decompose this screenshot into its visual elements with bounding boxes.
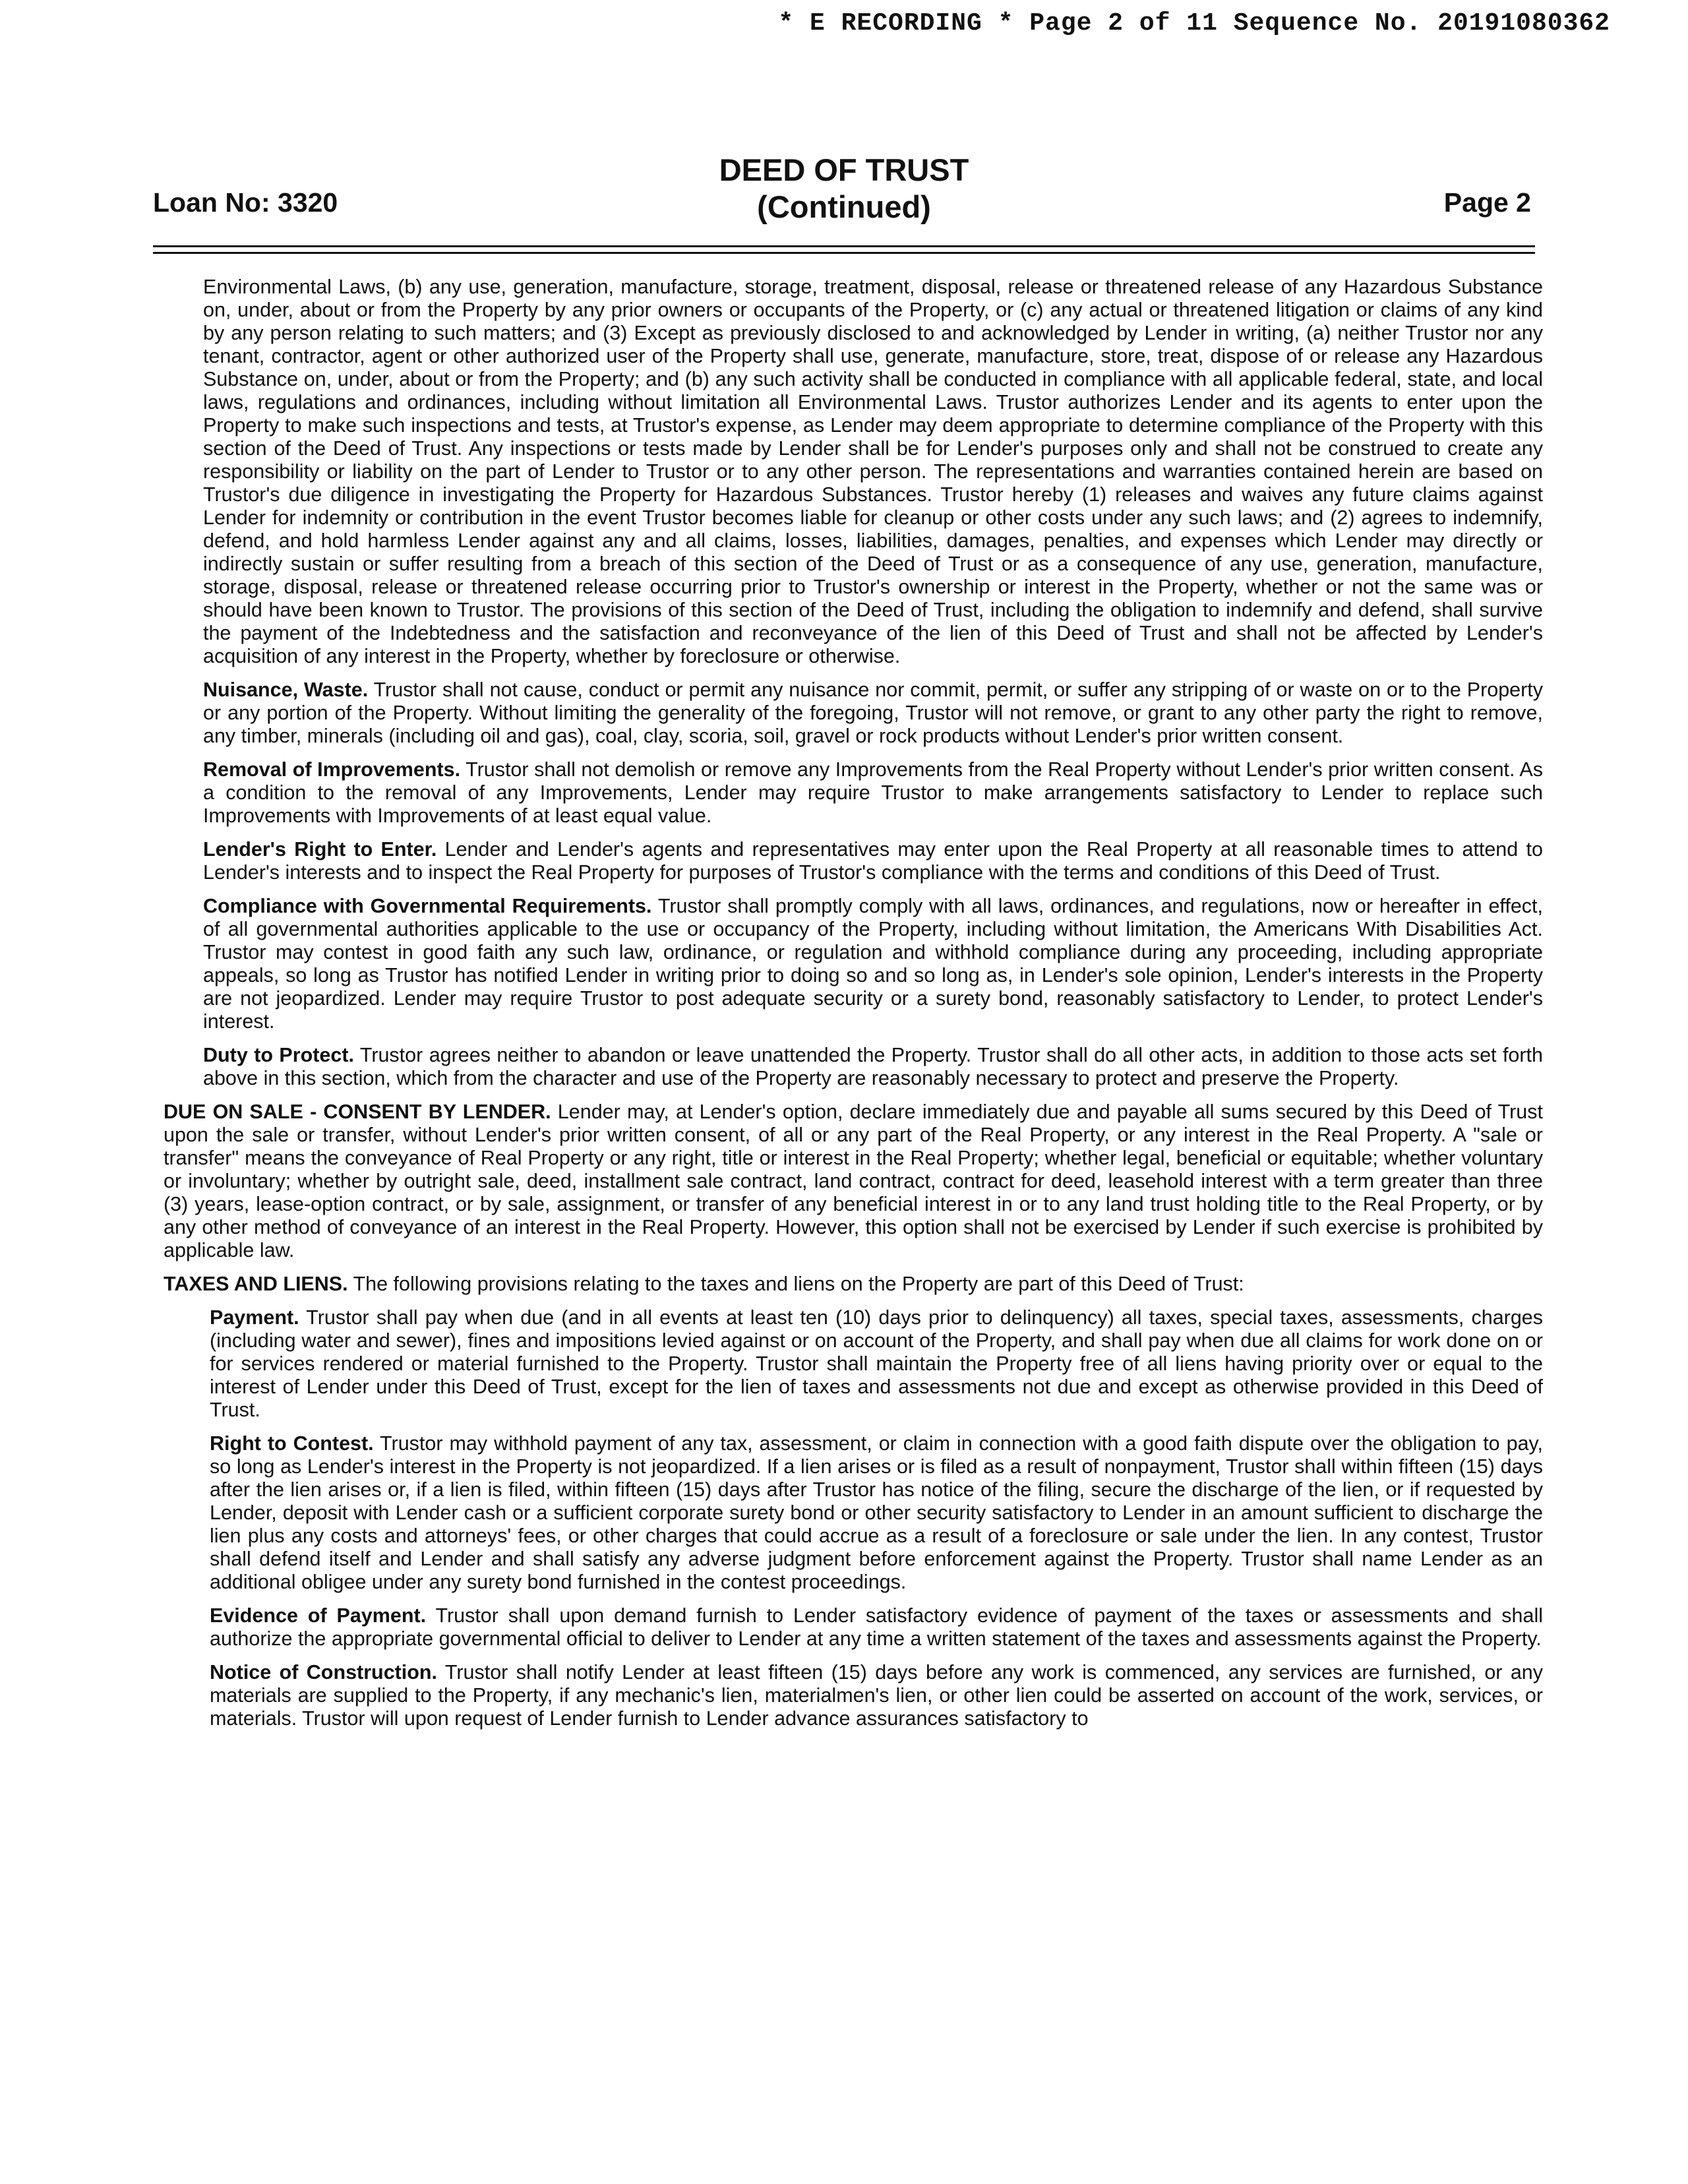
title-continued: (Continued) bbox=[757, 189, 931, 224]
section-text: The following provisions relating to the taxes and liens on the Property are part of this Deed of Trust: bbox=[347, 1273, 1244, 1295]
paragraph-notice-of-construction bbox=[164, 1661, 1543, 1730]
document-body bbox=[164, 276, 1543, 1741]
paragraph-taxes-and-liens bbox=[164, 1273, 1543, 1296]
loan-number: Loan No: 3320 bbox=[153, 187, 338, 218]
section-caption: Lender's Right to Enter. bbox=[203, 838, 437, 861]
header-divider bbox=[153, 245, 1535, 247]
section-caption: Right to Contest. bbox=[210, 1432, 374, 1455]
paragraph-removal-of-improvements bbox=[164, 758, 1543, 828]
recording-header: * E RECORDING * Page 2 of 11 Sequence No. 20191080362 bbox=[778, 9, 1610, 38]
section-text: Trustor agrees neither to abandon or leave unattended the Property. Trustor shall do all other acts, in addition to those acts set forth above in this section, which from the character and use of the Property are reasonably necessary to protect and preserve the Property. bbox=[203, 1044, 1543, 1089]
section-caption: Evidence of Payment. bbox=[210, 1604, 427, 1627]
document-title bbox=[0, 152, 1688, 226]
section-text: Lender may, at Lender's option, declare immediately due and payable all sums secured by this Deed of Trust upon the sale or transfer, without Lender's prior written consent, of all or any part of the Real Property, or any interest in the Real Property. A "sale or transfer" means the conveyance of Real Property or any right, title or interest in the Real Property; whether legal, beneficial or equitable; whether voluntary or involuntary; whether by outright sale, deed, installment sale contract, land contract, contract for deed, leasehold interest with a term greater than three (3) years, lease-option contract, or by sale, assignment, or transfer of any beneficial interest in or to any land trust holding title to the Real Property, or by any other method of conveyance of an interest in the Real Property. However, this option shall not be exercised by Lender if such exercise is prohibited by applicable law. bbox=[164, 1101, 1543, 1261]
section-caption: Removal of Improvements. bbox=[203, 758, 461, 781]
section-text: Trustor may withhold payment of any tax, assessment, or claim in connection with a good faith dispute over the obligation to pay, so long as Lender's interest in the Property is not jeopardized. If a lien arises or is filed as a result of nonpayment, Trustor shall within fifteen (15) days after the lien arises or, if a lien is filed, within fifteen (15) days after Trustor has notice of the filing, secure the discharge of the lien, or if requested by Lender, deposit with Lender cash or a sufficient corporate surety bond or other security satisfactory to Lender in an amount sufficient to discharge the lien plus any costs and attorneys' fees, or other charges that could accrue as a result of a foreclosure or sale under the lien. In any contest, Trustor shall defend itself and Lender and shall satisfy any adverse judgment before enforcement against the Property. Trustor shall name Lender as an additional obligee under any surety bond furnished in the contest proceedings. bbox=[210, 1432, 1543, 1593]
paragraph-due-on-sale bbox=[164, 1101, 1543, 1262]
section-caption: Payment. bbox=[210, 1306, 299, 1329]
section-caption: Compliance with Governmental Requirements. bbox=[203, 895, 652, 917]
section-text: Trustor shall pay when due (and in all events at least ten (10) days prior to delinquency) all taxes, special taxes, assessments, charges (including water and sewer), fines and impositions levied against or on account of the Property, and shall pay when due all claims for work done on or for services rendered or material furnished to the Property. Trustor shall maintain the Property free of all liens having priority over or equal to the interest of Lender under this Deed of Trust, except for the lien of taxes and assessments not due and except as otherwise provided in this Deed of Trust. bbox=[210, 1306, 1543, 1421]
section-caption: Duty to Protect. bbox=[203, 1044, 354, 1066]
paragraph-evidence-of-payment bbox=[164, 1604, 1543, 1651]
header-divider bbox=[153, 252, 1535, 254]
paragraph-duty-to-protect bbox=[164, 1044, 1543, 1090]
section-text: Trustor shall promptly comply with all laws, ordinances, and regulations, now or hereafter in effect, of all governmental authorities applicable to the use or occupancy of the Property, including without limitation, the Americans With Disabilities Act. Trustor may contest in good faith any such law, ordinance, or regulation and withhold compliance during any proceeding, including appropriate appeals, so long as Trustor has notified Lender in writing prior to doing so and so long as, in Lender's sole opinion, Lender's interests in the Property are not jeopardized. Lender may require Trustor to post adequate security or a surety bond, reasonably satisfactory to Lender, to protect Lender's interest. bbox=[203, 895, 1543, 1033]
paragraph-right-to-enter bbox=[164, 838, 1543, 884]
section-text: Lender and Lender's agents and representatives may enter upon the Real Property at all reasonable times to attend to Lender's interests and to inspect the Real Property for purposes of Trustor's compliance with the terms and conditions of this Deed of Trust. bbox=[203, 838, 1543, 884]
paragraph-right-to-contest bbox=[164, 1432, 1543, 1594]
section-caption: Notice of Construction. bbox=[210, 1661, 438, 1684]
section-text: Trustor shall not demolish or remove any Improvements from the Real Property without Lender's prior written consent. As a condition to the removal of any Improvements, Lender may require Trustor to make arrangements satisfactory to Lender to replace such Improvements with Improvements of at least equal value. bbox=[203, 758, 1543, 827]
section-text: Trustor shall notify Lender at least fifteen (15) days before any work is commenced, any services are furnished, or any materials are supplied to the Property, if any mechanic's lien, materialmen's lien, or other lien could be asserted on account of the work, services, or materials. Trustor will upon request of Lender furnish to Lender advance assurances satisfactory to bbox=[210, 1661, 1543, 1730]
section-text: Trustor shall upon demand furnish to Lender satisfactory evidence of payment of the taxes or assessments and shall authorize the appropriate governmental official to deliver to Lender at any time a written statement of the taxes and assessments against the Property. bbox=[210, 1604, 1543, 1650]
paragraph-nuisance-waste bbox=[164, 679, 1543, 748]
title-line: DEED OF TRUST bbox=[719, 152, 969, 187]
paragraph-compliance bbox=[164, 895, 1543, 1033]
page-number: Page 2 bbox=[1443, 187, 1531, 218]
paragraph-payment bbox=[164, 1306, 1543, 1422]
section-heading: TAXES AND LIENS. bbox=[164, 1273, 348, 1295]
paragraph-environmental-continued: Environmental Laws, (b) any use, generation, manufacture, storage, treatment, disposal, release or threatened release of any Hazardous Substance on, under, about or from the Property by any prior owners or occupants of the Property, or (c) any actual or threatened litigation or claims of any kind by any person relating to such matters; and (3) Except as previously disclosed to and acknowledged by Lender in writing, (a) neither Trustor nor any tenant, contractor, agent or other authorized user of the Property shall use, generate, manufacture, store, treat, dispose of or release any Hazardous Substance on, under, about or from the Property; and (b) any such activity shall be conducted in compliance with all applicable federal, state, and local laws, regulations and ordinances, including without limitation all Environmental Laws. Trustor authorizes Lender and its agents to enter upon the Property to make such inspections and tests, at Trustor's expense, as Lender may deem appropriate to determine compliance of the Property with this section of the Deed of Trust. Any inspections or tests made by Lender shall be for Lender's purposes only and shall not be construed to create any responsibility or liability on the part of Lender to Trustor or to any other person. The representations and warranties contained herein are based on Trustor's due diligence in investigating the Property for Hazardous Substances. Trustor hereby (1) releases and waives any future claims against Lender for indemnity or contribution in the event Trustor becomes liable for cleanup or other costs under any such laws; and (2) agrees to indemnify, defend, and hold harmless Lender against any and all claims, losses, liabilities, damages, penalties, and expenses which Lender may directly or indirectly sustain or suffer resulting from a breach of this section of the Deed of Trust or as a consequence of any use, generation, manufacture, storage, disposal, release or threatened release occurring prior to Trustor's ownership or interest in the Property, whether or not the same was or should have been known to Trustor. The provisions of this section of the Deed of Trust, including the obligation to indemnify and defend, shall survive the payment of the Indebtedness and the satisfaction and reconveyance of the lien of this Deed of Trust and shall not be affected by Lender's acquisition of any interest in the Property, whether by foreclosure or otherwise. bbox=[203, 276, 1543, 667]
section-text: Trustor shall not cause, conduct or permit any nuisance nor commit, permit, or suffer any stripping of or waste on or to the Property or any portion of the Property. Without limiting the generality of the foregoing, Trustor will not remove, or grant to any other party the right to remove, any timber, minerals (including oil and gas), coal, clay, scoria, soil, gravel or rock products without Lender's prior written consent. bbox=[203, 679, 1543, 747]
section-heading: DUE ON SALE - CONSENT BY LENDER. bbox=[164, 1101, 551, 1123]
section-caption: Nuisance, Waste. bbox=[203, 679, 369, 701]
